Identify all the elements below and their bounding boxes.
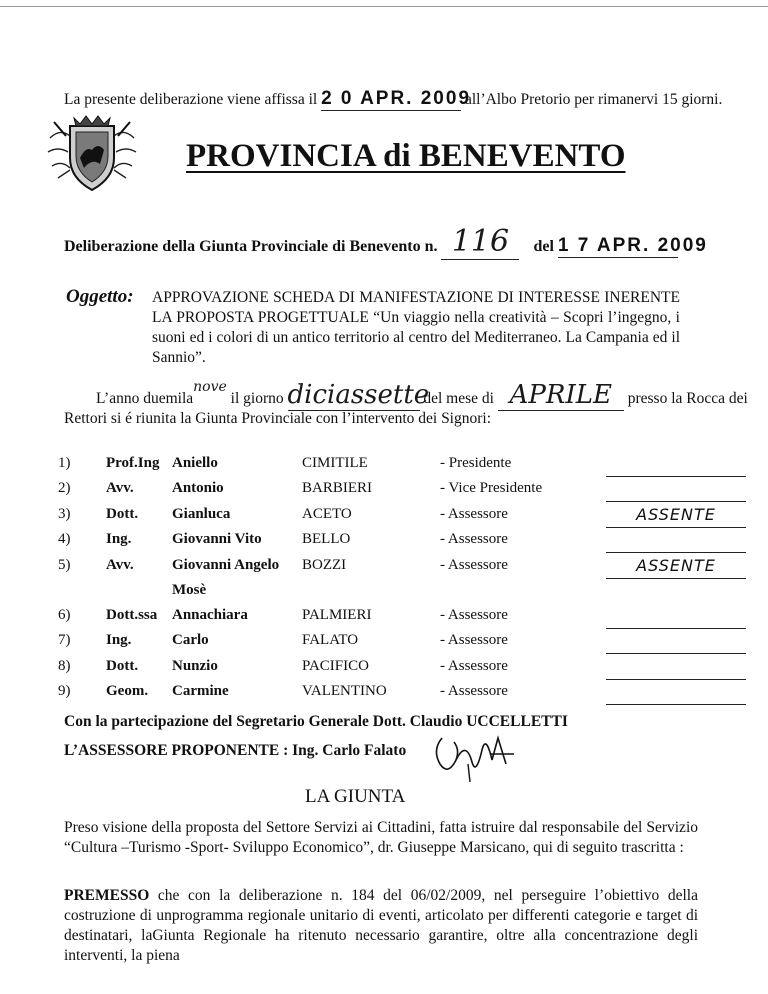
affissione-date-stamp: 2 0 APR. 2009: [321, 88, 472, 109]
body-paragraph-2: [64, 886, 698, 966]
member-first-name: Mosè: [172, 582, 207, 598]
member-title: Avv.: [106, 480, 134, 497]
member-first-name: Gianluca: [172, 505, 231, 522]
member-gap: [590, 654, 606, 680]
affissione-line: [64, 88, 722, 111]
member-first-name: Giovanni Angelo: [172, 556, 280, 573]
member-title: Dott.: [106, 505, 139, 522]
member-gap: [590, 679, 606, 705]
member-title: Dott.: [106, 657, 139, 674]
member-first-name: Giovanni Vito: [172, 531, 262, 548]
member-presence-field: ASSENTE: [606, 502, 746, 528]
body-paragraph-1: Preso visione della proposta del Settore Servizi ai Cittadini, fatta istruire dal responsabile del Servizio “Cultura –Turismo -Sport- Sviluppo Economico”, dr. Giuseppe Marsicano, qui di seguito trascritta :: [64, 819, 698, 856]
member-role: - Assessore: [440, 531, 508, 548]
member-row: [58, 603, 746, 628]
member-first-name: Carlo: [172, 632, 209, 649]
oggetto-label: Oggetto:: [66, 286, 134, 307]
member-presence-field: [606, 578, 746, 603]
member-presence-field: [606, 476, 746, 502]
member-last-name: FALATO: [302, 632, 359, 649]
anno-line: [96, 380, 748, 410]
anno-prefix: L’anno duemila: [96, 390, 194, 407]
member-presence-field: ASSENTE: [606, 553, 746, 579]
member-title: Prof.Ing: [106, 455, 160, 471]
member-presence-field: [606, 451, 746, 476]
member-last-name: PACIFICO: [302, 657, 369, 674]
anno-suffix: presso la Rocca dei: [627, 390, 748, 407]
member-role: - Assessore: [440, 683, 508, 700]
member-number: 6): [58, 607, 71, 623]
member-role: - Assessore: [440, 607, 508, 623]
member-title: Ing.: [106, 632, 132, 649]
member-last-name: PALMIERI: [302, 607, 372, 623]
top-scan-edge: [0, 6, 768, 7]
member-number: 7): [58, 632, 71, 649]
member-number: 3): [58, 505, 71, 522]
affissione-text: La presente deliberazione viene affissa il: [64, 91, 318, 108]
member-number: 5): [58, 556, 71, 573]
member-role: - Assessore: [440, 657, 508, 674]
member-presence-field: [606, 527, 746, 553]
mese-label: del mese di: [423, 390, 494, 407]
member-presence-field: [606, 679, 746, 705]
deliberazione-number: 116: [441, 224, 519, 260]
member-gap: [590, 476, 606, 502]
member-number: 2): [58, 480, 71, 497]
member-first-name: Nunzio: [172, 657, 218, 674]
member-title: Geom.: [106, 683, 149, 700]
member-last-name: BARBIERI: [302, 480, 373, 497]
member-last-name: VALENTINO: [302, 683, 387, 700]
deliberazione-label: Deliberazione della Giunta Provinciale di Benevento n.: [64, 238, 438, 255]
assessore-proponente: L’ASSESSORE PROPONENTE : Ing. Carlo Falato: [64, 742, 407, 759]
member-first-name: Antonio: [172, 480, 224, 497]
segretario-line: Con la partecipazione del Segretario Generale Dott. Claudio UCCELLETTI: [64, 713, 568, 730]
del-label: del: [533, 238, 554, 255]
member-last-name: BOZZI: [302, 556, 347, 573]
member-title: Dott.ssa: [106, 607, 158, 623]
month-handwritten: APRILE: [498, 380, 624, 411]
member-row: [58, 628, 746, 654]
premesso-label: PREMESSO: [64, 887, 150, 904]
anno-line-2: Rettori si é riunita la Giunta Provinciale con l’intervento dei Signori:: [64, 410, 492, 427]
member-number: 4): [58, 531, 71, 548]
member-presence-field: [606, 654, 746, 680]
member-row: [58, 578, 746, 603]
member-first-name: Carmine: [172, 683, 229, 700]
member-row: [58, 476, 746, 502]
member-first-name: Aniello: [172, 455, 218, 471]
member-role: - Assessore: [440, 632, 508, 649]
member-row: [58, 502, 746, 528]
member-role: [440, 578, 590, 603]
member-presence-field: [606, 603, 746, 628]
member-gap: [590, 628, 606, 654]
member-title: [106, 578, 172, 603]
member-last-name: BELLO: [302, 531, 351, 548]
oggetto-text: APPROVAZIONE SCHEDA DI MANIFESTAZIONE DI INTERESSE INERENTE LA PROPOSTA PROGETTUALE “Un viaggio nella creatività – Scopri l’ingegno, i suoni ed i colori di un antico territorio al centro del Mediterraneo. La Campania ed il Sannio”.: [152, 289, 680, 366]
member-row: [58, 527, 746, 553]
member-presence-field: [606, 628, 746, 654]
member-last-name: CIMITILE: [302, 455, 368, 471]
member-last-name: [302, 578, 440, 603]
member-gap: [590, 451, 606, 476]
affissione-text-end: all’Albo Pretorio per rimanervi 15 giorni.: [464, 91, 723, 108]
member-role: - Assessore: [440, 505, 508, 522]
member-role: - Assessore: [440, 556, 508, 573]
giorno-label: il giorno: [230, 390, 284, 407]
member-row: [58, 679, 746, 705]
member-gap: [590, 502, 606, 528]
member-row: [58, 654, 746, 680]
member-gap: [590, 578, 606, 603]
member-last-name: ACETO: [302, 505, 352, 522]
deliberazione-line: [64, 224, 708, 260]
page-title: PROVINCIA di BENEVENTO: [186, 138, 626, 174]
member-gap: [590, 603, 606, 628]
member-first-name: Annachiara: [172, 607, 248, 623]
member-role: - Presidente: [440, 455, 512, 471]
member-gap: [590, 527, 606, 553]
body-paragraph-2-text: che con la deliberazione n. 184 del 06/02/2009, nel perseguire l’obiettivo della costruzione di unprogramma regionale unitario di eventi, articolato per differenti categorie e target di destinatari, laGiunta Regionale ha ritenuto necessario garantire, oltre alla concentrazione degli interventi, la piena: [64, 887, 698, 964]
provincia-coat-of-arms-icon: [40, 108, 144, 196]
member-row: [58, 553, 746, 579]
member-role: - Vice Presidente: [440, 480, 543, 497]
member-number: 1): [58, 455, 71, 471]
member-gap: [590, 553, 606, 579]
members-table-body: [58, 451, 746, 705]
la-giunta-heading: LA GIUNTA: [305, 786, 406, 807]
member-number: 8): [58, 657, 71, 674]
day-handwritten: diciassette: [287, 380, 430, 410]
member-row: [58, 451, 746, 476]
anno-year-handwritten: nove: [193, 379, 227, 395]
deliberazione-date-stamp: 1 7 APR. 2009: [557, 235, 708, 256]
members-table: [58, 451, 746, 705]
member-number: [58, 578, 106, 603]
member-title: Avv.: [106, 556, 134, 573]
signature-image: [422, 720, 532, 784]
member-title: Ing.: [106, 531, 132, 548]
member-number: 9): [58, 683, 71, 700]
